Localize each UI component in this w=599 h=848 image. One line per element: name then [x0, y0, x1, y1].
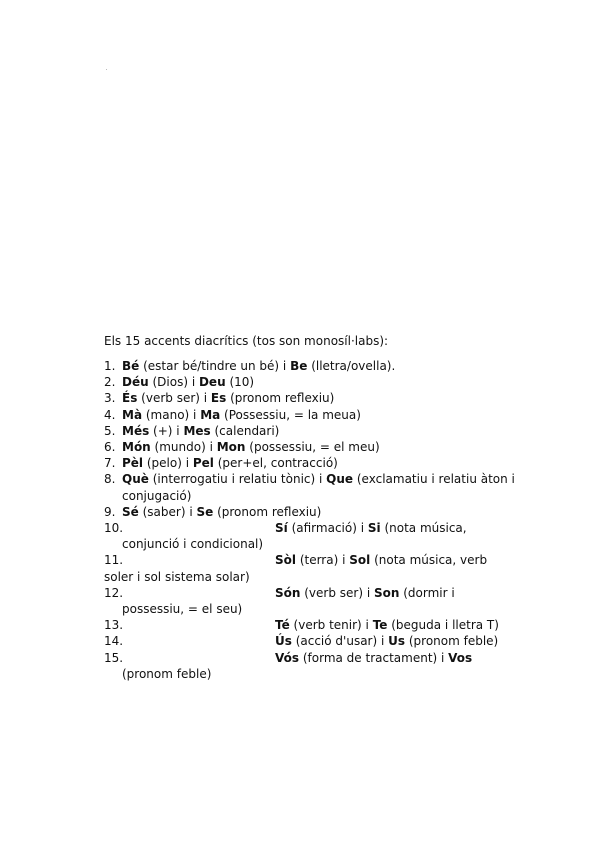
list-item — [104, 552, 524, 584]
item-number: 5. — [104, 423, 116, 438]
plain-word: Que — [326, 472, 354, 487]
item-number: 1. — [104, 359, 116, 373]
accented-word: Déu — [122, 375, 149, 390]
gloss: (possessiu, = el meu) — [245, 440, 380, 455]
list-item — [104, 439, 524, 455]
gloss-continuation: soler i sol sistema solar) — [104, 569, 250, 584]
list-item — [104, 390, 524, 406]
gloss: (+) i — [149, 423, 184, 438]
plain-word: Mon — [216, 440, 246, 455]
accented-word: Ús — [275, 634, 292, 649]
plain-word: Pel — [192, 456, 214, 471]
plain-word: Us — [388, 634, 406, 649]
gloss: (pronom reflexiu) — [213, 504, 322, 519]
list-item — [104, 585, 524, 617]
plain-word: Te — [372, 618, 388, 633]
item-number: 2. — [104, 375, 116, 390]
gloss: (pronom reflexiu) — [226, 391, 335, 406]
gloss: (pronom feble) — [405, 634, 499, 649]
item-number: 3. — [104, 391, 116, 406]
plain-word: Deu — [198, 375, 226, 390]
gloss: (Possessiu, = la meua) — [220, 407, 361, 422]
accented-word: Què — [122, 472, 149, 487]
list-item — [104, 520, 524, 552]
accented-word: Bé — [122, 359, 140, 373]
intro-line: Els 15 accents diacrítics (tos son monosíl·labs): — [104, 334, 389, 348]
list-item — [104, 633, 524, 649]
gloss: (verb ser) i — [137, 391, 211, 406]
gloss-continuation: conjunció i condicional) — [122, 537, 264, 552]
gloss-continuation: possessiu, = el seu) — [122, 602, 243, 617]
gloss: (nota música, verb — [370, 553, 488, 568]
gloss: (mundo) i — [150, 440, 217, 455]
accented-word: Vós — [275, 650, 300, 665]
accented-word: Més — [122, 423, 150, 438]
gloss: (dormir i — [399, 585, 455, 600]
page-speck — [106, 69, 107, 70]
gloss: (10) — [225, 375, 255, 390]
gloss: (saber) i — [138, 504, 197, 519]
gloss: (interrogatiu i relatiu tònic) i — [148, 472, 327, 487]
list-item — [104, 455, 524, 471]
item-number: 15. — [104, 650, 124, 665]
accented-word: Mà — [122, 407, 143, 422]
item-number: 10. — [104, 521, 124, 536]
gloss: (beguda i lletra T) — [387, 618, 499, 633]
list-item — [104, 471, 524, 503]
list-item — [104, 650, 524, 682]
list-item — [104, 423, 524, 439]
gloss: (verb ser) i — [300, 585, 374, 600]
gloss: (Dios) i — [148, 375, 199, 390]
item-number: 13. — [104, 618, 124, 633]
gloss: (nota música, — [380, 521, 467, 536]
item-number: 12. — [104, 585, 124, 600]
list-item — [104, 374, 524, 390]
gloss: (pelo) i — [143, 456, 193, 471]
accent-list — [104, 358, 524, 682]
accented-word: Pèl — [122, 456, 144, 471]
gloss: (mano) i — [142, 407, 201, 422]
plain-word: Vos — [448, 650, 473, 665]
item-number: 9. — [104, 504, 116, 519]
accented-word: Són — [275, 585, 301, 600]
plain-word: Ma — [200, 407, 221, 422]
gloss: (forma de tractament) i — [299, 650, 449, 665]
list-item — [104, 617, 524, 633]
item-number: 4. — [104, 407, 116, 422]
accented-word: Món — [122, 440, 151, 455]
item-number: 6. — [104, 440, 116, 455]
plain-word: Be — [290, 359, 308, 373]
accented-word: És — [122, 391, 138, 406]
gloss: (afirmació) i — [287, 521, 368, 536]
plain-word: Sol — [349, 553, 371, 568]
gloss: (calendari) — [210, 423, 280, 438]
list-item — [104, 504, 524, 520]
item-number: 14. — [104, 634, 124, 649]
gloss: (verb tenir) i — [289, 618, 373, 633]
gloss: (estar bé/tindre un bé) i — [139, 359, 291, 373]
plain-word: Se — [196, 504, 214, 519]
plain-word: Son — [374, 585, 400, 600]
gloss: (terra) i — [296, 553, 350, 568]
accented-word: Sí — [275, 521, 288, 536]
accented-word: Sé — [122, 504, 139, 519]
gloss: (acció d'usar) i — [291, 634, 389, 649]
accented-word: Sòl — [275, 553, 296, 568]
list-item — [104, 407, 524, 423]
accented-word: Té — [275, 618, 290, 633]
item-number: 11. — [104, 553, 124, 568]
plain-word: Es — [210, 391, 227, 406]
list-item — [104, 358, 524, 374]
gloss-continuation: (pronom feble) — [122, 666, 212, 681]
plain-word: Mes — [183, 423, 211, 438]
plain-word: Si — [367, 521, 381, 536]
gloss: (lletra/ovella). — [307, 359, 396, 373]
gloss: (per+el, contracció) — [213, 456, 338, 471]
item-number: 7. — [104, 456, 116, 471]
item-number: 8. — [104, 472, 116, 487]
gloss: (exclamatiu i relatiu àton i conjugació) — [122, 472, 515, 503]
